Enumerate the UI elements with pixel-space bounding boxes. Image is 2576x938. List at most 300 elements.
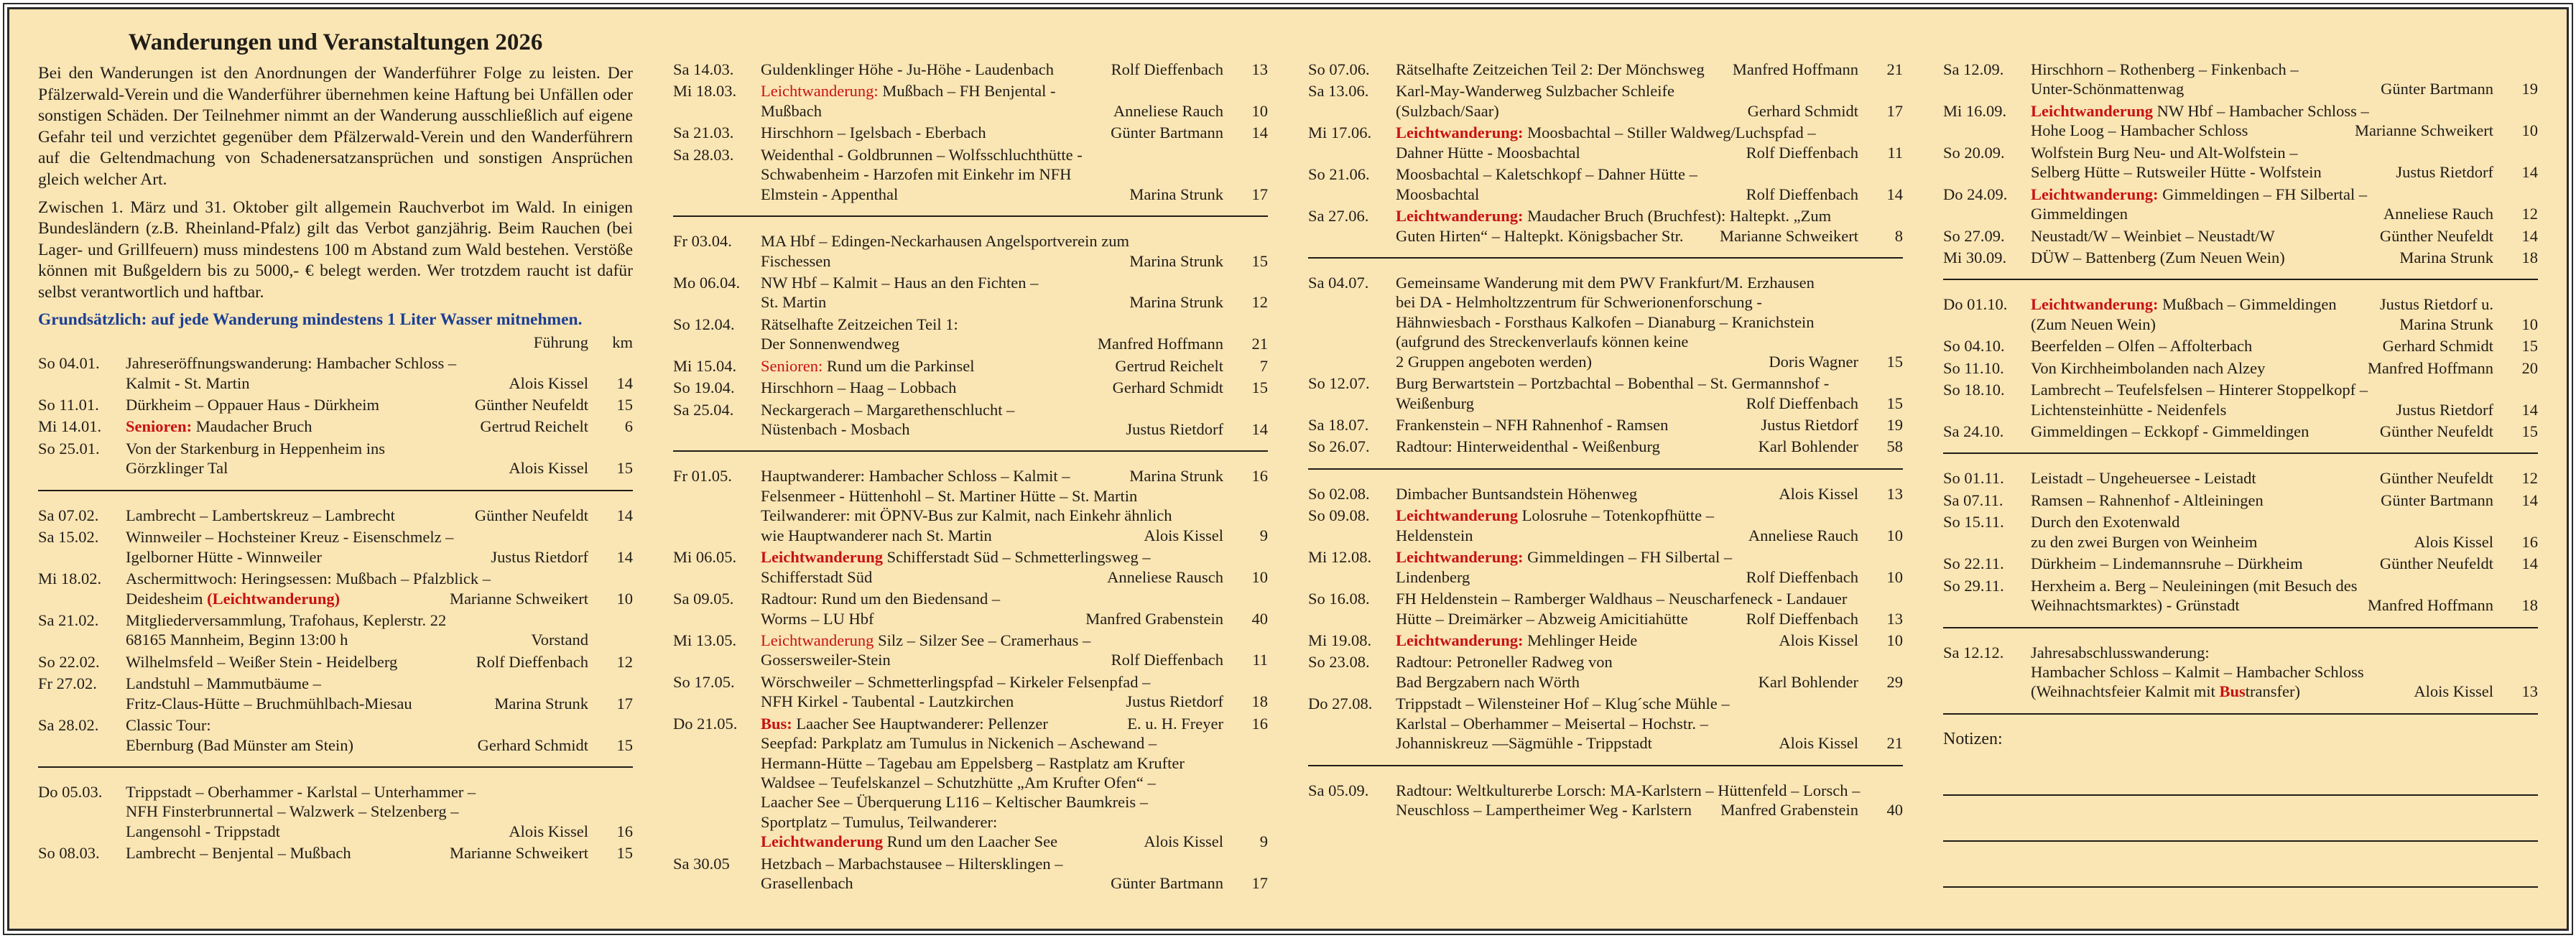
entry-line: [2031, 532, 2538, 552]
entry-date: Sa 15.02.: [38, 528, 99, 547]
entry-route-text: [761, 486, 1137, 506]
entry-date: Mi 15.04.: [673, 356, 737, 375]
entry-route-text: [1396, 332, 1688, 351]
entry-leader-name: Marina Strunk: [1129, 293, 1223, 312]
entry-route-text: [1396, 273, 1815, 292]
entry-line: [126, 506, 633, 525]
route-segment: Schifferstadt Süd – Schmetterlingsweg –: [883, 548, 1151, 567]
entry-line: [1396, 206, 1903, 226]
entry-date: Mi 16.09.: [1943, 101, 2007, 120]
schedule-entry: [1943, 60, 2538, 99]
entry-date: Mi 19.08.: [1308, 631, 1372, 649]
entry-route-text: [1396, 672, 1580, 692]
entry-line: [2031, 294, 2538, 314]
route-segment: (Weihnachtsfeier Kalmit mit: [2031, 682, 2220, 701]
entry-km: 15: [2521, 337, 2538, 356]
entry-route-text: [761, 81, 1056, 101]
entry-km: 8: [1894, 226, 1903, 245]
entry-line: [1396, 164, 1903, 184]
entry-date: Mi 18.02.: [38, 570, 102, 588]
entry-lines: [126, 782, 633, 841]
entry-route-text: [126, 395, 379, 414]
schedule-entry: [38, 395, 633, 414]
entry-route-text: [126, 802, 459, 821]
entry-line: [761, 315, 1268, 334]
entry-leader-name: Justus Rietdorf: [1761, 416, 1858, 434]
entry-leader-name: Manfred Hoffmann: [2367, 358, 2493, 377]
entry-km: 14: [1886, 185, 1903, 203]
entry-leader-name: Gerhard Schmidt: [1112, 379, 1223, 397]
entry-km: 11: [1887, 143, 1903, 162]
schedule-column-1: [38, 27, 633, 911]
entry-route-text: [126, 506, 395, 525]
section-divider: [38, 766, 633, 768]
entry-route-text: [1396, 609, 1688, 628]
highlight-keyword: Leichtwanderung:: [1396, 124, 1524, 142]
schedule-entry: [38, 715, 633, 755]
entry-lines: [761, 854, 1268, 893]
entry-lines: [2031, 643, 2538, 702]
section-divider: [673, 450, 1268, 452]
entry-route-text: [2031, 380, 2368, 399]
route-segment: Gimmeldingen – FH Silbertal –: [1523, 548, 1733, 567]
entry-line: [1396, 226, 1903, 246]
entry-route-text: [761, 609, 874, 628]
entry-leader-name: Vorstand: [531, 631, 588, 649]
entry-km: 10: [1886, 631, 1903, 649]
entry-line: [1396, 101, 1903, 121]
entry-line: [126, 610, 633, 630]
entry-km: 14: [616, 373, 633, 392]
entry-km: 12: [1251, 293, 1268, 312]
schedule-entry: [1308, 81, 1903, 121]
entry-leader-name: Anneliese Rauch: [1748, 526, 1858, 544]
entry-line: [761, 692, 1268, 711]
route-segment: Laacher See Hauptwanderer: Pellenzer: [792, 714, 1048, 733]
route-segment: 2 Gruppen angeboten werden): [1396, 352, 1593, 371]
route-segment: zu den zwei Burgen von Weinheim: [2031, 532, 2258, 551]
entry-line: [2031, 380, 2538, 399]
column-1-blocks: [38, 333, 633, 863]
entry-lines: [126, 610, 633, 650]
entry-date: So 22.02.: [38, 652, 100, 671]
entry-leader-name: Günther Neufeldt: [2379, 422, 2493, 440]
entry-date: So 15.11.: [1943, 513, 2004, 531]
entry-lines: [2031, 491, 2538, 510]
entry-lines: [2031, 294, 2538, 334]
entry-date: So 25.01.: [38, 439, 100, 458]
entry-route-text: [761, 506, 1172, 525]
page-title: Wanderungen und Veranstaltungen 2026: [128, 29, 543, 55]
schedule-entry: [673, 145, 1268, 204]
entry-route-text: [126, 674, 321, 693]
entry-leader-name: Gertrud Reichelt: [480, 417, 588, 436]
entry-date: So 11.01.: [38, 396, 99, 414]
schedule-entry: [1308, 437, 1903, 456]
entry-lines: [2031, 380, 2538, 419]
entry-leader-name: Justus Rietdorf: [491, 547, 588, 566]
entry-km: 15: [616, 735, 633, 754]
route-segment: Lambrecht – Benjental – Mußbach: [126, 844, 351, 863]
route-segment: bei DA - Helmholtzzentrum für Schwerionenforschung -: [1396, 293, 1762, 312]
route-segment: Mehlinger Heide: [1523, 631, 1638, 649]
table-column-header: [38, 333, 633, 352]
entry-line: [1396, 185, 1903, 204]
entry-route-text: [761, 231, 1129, 251]
schedule-entry: [1943, 554, 2538, 573]
entry-km: 18: [2521, 596, 2538, 615]
entry-route-text: [761, 567, 872, 587]
route-segment: Classic Tour:: [126, 716, 211, 735]
entry-route-text: [1396, 631, 1637, 650]
entry-leader-name: Karl Bohlender: [1758, 437, 1858, 456]
entry-km: 16: [616, 822, 633, 840]
entry-km: 15: [1251, 379, 1268, 397]
entry-route-text: [1396, 694, 1730, 713]
route-segment: Johanniskreuz —Sägmühle - Trippstadt: [1396, 734, 1652, 753]
route-segment: Burg Berwartstein – Portzbachtal – Bobenthal – St. Germannshof -: [1396, 374, 1830, 393]
entry-leader-name: Marianne Schweikert: [449, 844, 588, 863]
route-segment: Sportplatz – Tumulus, Teilwanderer:: [761, 812, 998, 831]
route-segment: transfer): [2245, 682, 2300, 701]
route-segment: Jahreseröffnungswanderung: Hambacher Schloss –: [126, 354, 457, 373]
route-segment: Leistadt – Ungeheuersee - Leistadt: [2031, 469, 2256, 488]
entry-km: 15: [616, 844, 633, 863]
entry-date: Mi 14.01.: [38, 417, 102, 436]
entry-line: [761, 60, 1268, 79]
entry-date: Mi 18.03.: [673, 82, 737, 101]
entry-line: [761, 145, 1268, 164]
entry-route-text: [126, 527, 453, 547]
entry-line: [1396, 123, 1903, 142]
route-segment: Lolosruhe – Totenkopfhütte –: [1518, 506, 1714, 525]
entry-date: Mi 06.05.: [673, 548, 737, 567]
entry-route-text: [126, 417, 312, 436]
schedule-entry: [673, 547, 1268, 587]
entry-leader-name: Günther Neufeldt: [2379, 226, 2493, 245]
notes-blank-line: [1943, 796, 2538, 842]
entry-line: [2031, 576, 2538, 595]
route-segment: Neustadt/W – Weinbiet – Neustadt/W: [2031, 226, 2275, 245]
entry-line: [1396, 652, 1903, 672]
schedule-entry: [1943, 358, 2538, 378]
entry-lines: [1396, 506, 1903, 545]
entry-route-text: [126, 353, 456, 373]
schedule-entry: [1943, 336, 2538, 356]
section-divider: [673, 215, 1268, 217]
entry-date: So 29.11.: [1943, 576, 2004, 595]
entry-leader-name: Rolf Dieffenbach: [1746, 609, 1858, 628]
entry-line: [2031, 101, 2538, 121]
entry-date: Sa 21.02.: [38, 610, 99, 629]
route-segment: Hohe Loog – Hambacher Schloss: [2031, 121, 2248, 140]
entry-route-text: [1396, 437, 1660, 456]
entry-route-text: [761, 123, 986, 142]
entry-route-text: [761, 631, 1090, 650]
entry-route-text: [761, 854, 1062, 873]
intro-paragraph-2: Zwischen 1. März und 31. Oktober gilt allgemein Rauchverbot im Wald. In einigen Bundesländern (z.B. Rheinland-Pfalz) gilt das Verbot ganzjährig. Beim Rauchen (bei Lager- und Grillfeuern) muss mindestens 100 m Abstand zum Wald bestehen. Verstöße können mit Bußgeldern bis zu 5000,- € belegt werden. Wer trotzdem raucht ist dafür selbst verantwortlich und haftbar.: [38, 198, 633, 302]
schedule-entry: [1308, 484, 1903, 503]
entry-km: 15: [2521, 422, 2538, 440]
route-segment: Wörschweiler – Schmetterlingspfad – Kirkeler Felsenpfad –: [761, 672, 1151, 691]
km-column-label: km: [612, 333, 633, 351]
entry-line: [761, 854, 1268, 873]
schedule-entry: [673, 466, 1268, 545]
entry-leader-name: Marina Strunk: [1129, 251, 1223, 270]
highlight-keyword: Leichtwanderung:: [1396, 548, 1524, 567]
schedule-entry: [38, 674, 633, 713]
entry-km: 10: [616, 589, 633, 608]
entry-leader-name: Justus Rietdorf: [1126, 420, 1223, 438]
route-segment: Moosbachtal: [1396, 185, 1480, 203]
route-segment: Nüstenbach - Mosbach: [761, 420, 910, 438]
route-segment: Hetzbach – Marbachstausee – Hiltersklingen –: [761, 854, 1063, 873]
entry-line: [2031, 358, 2538, 378]
entry-km: 13: [1886, 609, 1903, 628]
entry-leader-name: Alois Kissel: [509, 373, 588, 392]
entry-route-text: [126, 610, 446, 630]
entry-date: Sa 07.11.: [1943, 491, 2003, 509]
entry-km: 16: [2521, 532, 2538, 551]
entry-route-text: [2031, 336, 2252, 356]
entry-line: [126, 735, 633, 755]
schedule-entry: [1308, 206, 1903, 246]
route-segment: Hütte – Dreimärker – Abzweig Amicitiahütte: [1396, 609, 1688, 628]
entry-line: [2031, 400, 2538, 419]
entry-date: Do 05.03.: [38, 783, 103, 802]
entry-date: So 04.01.: [38, 354, 100, 373]
route-segment: Der Sonnenwendweg: [761, 335, 900, 353]
route-segment: Neckargerach – Margarethenschlucht –: [761, 400, 1015, 419]
entry-line: [2031, 248, 2538, 267]
route-segment: Elmstein - Appenthal: [761, 185, 899, 203]
entry-line: [126, 822, 633, 841]
entry-leader-name: Alois Kissel: [509, 822, 588, 840]
entry-line: [2031, 468, 2538, 488]
entry-leader-name: Rolf Dieffenbach: [1746, 185, 1858, 203]
entry-lines: [1396, 547, 1903, 587]
entry-line: [126, 715, 633, 735]
entry-route-text: [126, 439, 385, 458]
schedule-entry: [673, 123, 1268, 142]
schedule-entry: [1943, 380, 2538, 419]
entry-leader-name: Manfred Hoffmann: [1097, 335, 1223, 353]
entry-route-text: [761, 773, 1156, 792]
entry-line: [1396, 672, 1903, 692]
entry-leader-name: Manfred Hoffmann: [2367, 596, 2493, 615]
schedule-entry: [1943, 491, 2538, 510]
entry-date: Sa 12.09.: [1943, 60, 2004, 78]
entry-line: [1396, 373, 1903, 393]
route-segment: Weidenthal - Goldbrunnen – Wolfsschluchthütte -: [761, 145, 1083, 164]
entry-date: Sa 21.03.: [673, 124, 734, 142]
entry-line: [126, 547, 633, 567]
water-advisory: Grundsätzlich: auf jede Wanderung mindestens 1 Liter Wasser mitnehmen.: [38, 310, 583, 329]
schedule-entry: [1943, 185, 2538, 224]
entry-line: [126, 373, 633, 393]
entry-route-text: [761, 466, 1070, 486]
entry-lines: [1396, 484, 1903, 503]
entry-km: 15: [616, 459, 633, 478]
schedule-entry: [1308, 60, 1903, 79]
entry-line: [126, 569, 633, 588]
route-segment: Deidesheim: [126, 589, 208, 608]
entry-route-text: [761, 733, 1157, 753]
entry-lines: [126, 715, 633, 755]
entry-leader-name: Manfred Grabenstein: [1720, 801, 1858, 819]
entry-lines: [2031, 576, 2538, 616]
route-segment: Unter-Schönmattenwag: [2031, 80, 2184, 98]
entry-km: 9: [1259, 832, 1268, 851]
route-segment: Mußbach – Gimmeldingen: [2158, 295, 2337, 314]
entry-km: 17: [1251, 185, 1268, 203]
entry-lines: [1396, 81, 1903, 121]
entry-lines: [2031, 101, 2538, 141]
highlight-keyword: Leichtwanderung:: [1396, 207, 1524, 226]
entry-line: [126, 674, 633, 693]
entry-lines: [2031, 143, 2538, 182]
entry-route-text: [761, 547, 1151, 567]
entry-line: [2031, 143, 2538, 162]
route-segment: Gemeinsame Wanderung mit dem PWV Frankfurt/M. Erzhausen: [1396, 273, 1815, 292]
entry-lines: [761, 400, 1268, 440]
entry-leader-name: Marina Strunk: [1129, 467, 1223, 486]
entry-line: [126, 458, 633, 478]
schedule-entry: [1943, 248, 2538, 267]
notes-section: [1943, 729, 2538, 888]
entry-lines: [126, 395, 633, 414]
entry-line: [1396, 694, 1903, 713]
entry-leader-name: Rolf Dieffenbach: [476, 652, 588, 671]
entry-leader-name: Günter Bartmann: [2381, 80, 2493, 98]
entry-route-text: [761, 832, 1057, 851]
entry-leader-name: Günter Bartmann: [1111, 874, 1223, 893]
entry-lines: [126, 652, 633, 672]
entry-km: 10: [2521, 315, 2538, 333]
entry-route-text: [2031, 576, 2357, 595]
entry-date: So 23.08.: [1308, 653, 1370, 672]
entry-route-text: [1396, 781, 1860, 800]
entry-route-text: [2031, 595, 2240, 615]
entry-leader-name: Günther Neufeldt: [474, 396, 588, 414]
entry-leader-name: Justus Rietdorf: [2396, 400, 2493, 419]
route-segment: Jahresabschlusswanderung:: [2031, 643, 2210, 661]
notes-label: Notizen:: [1943, 729, 2003, 748]
route-segment: Karlstal – Oberhammer – Meisertal – Hochstr. –: [1396, 714, 1708, 733]
entry-lines: [2031, 226, 2538, 246]
route-segment: Gossersweiler-Stein: [761, 651, 891, 669]
route-segment: Fischessen: [761, 251, 831, 270]
entry-date: Sa 12.12.: [1943, 643, 2004, 661]
route-segment: NFH Finsterbrunnertal – Walzwerk – Stelzenberg –: [126, 802, 459, 821]
route-segment: Bad Bergzabern nach Wörth: [1396, 672, 1580, 691]
entry-lines: [1396, 631, 1903, 650]
entry-km: 14: [2521, 554, 2538, 573]
entry-line: [126, 782, 633, 802]
entry-line: [761, 101, 1268, 121]
entry-route-text: [2031, 682, 2300, 701]
highlight-keyword: Leichtwanderung:: [2031, 185, 2159, 203]
entry-line: [2031, 315, 2538, 334]
entry-lines: [1396, 589, 1903, 628]
route-segment: Lindenberg: [1396, 567, 1470, 586]
entry-date: Sa 18.07.: [1308, 416, 1369, 434]
entry-date: Fr 27.02.: [38, 674, 97, 693]
entry-route-text: [2031, 400, 2226, 419]
schedule-entry: [673, 231, 1268, 271]
schedule-entry: [673, 672, 1268, 712]
schedule-entry: [38, 506, 633, 525]
highlight-keyword: Leichtwanderung:: [1396, 631, 1524, 649]
schedule-entry: [673, 589, 1268, 628]
entry-km: 9: [1259, 526, 1268, 544]
route-segment: Beerfelden – Olfen – Affolterbach: [2031, 337, 2253, 356]
entry-date: Sa 14.03.: [673, 60, 734, 78]
route-segment: Selberg Hütte – Rutsweiler Hütte - Wolfstein: [2031, 163, 2322, 182]
entry-line: [1396, 609, 1903, 628]
schedule-entry: [673, 356, 1268, 376]
entry-line: [2031, 643, 2538, 662]
entry-line: [761, 873, 1268, 893]
route-segment: Hirschhorn – Igelsbach - Eberbach: [761, 124, 986, 142]
entry-route-text: [1396, 373, 1829, 393]
route-segment: Rund um die Parkinsel: [823, 356, 975, 375]
entry-km: 11: [1252, 651, 1268, 669]
schedule-column-3: [1308, 27, 1903, 911]
entry-line: [2031, 512, 2538, 531]
entry-line: [761, 792, 1268, 812]
route-segment: Mußbach – FH Benjental -: [878, 82, 1056, 101]
route-segment: NW Hbf – Kalmit – Haus an den Fichten –: [761, 273, 1039, 292]
schedule-entry: [1308, 123, 1903, 162]
schedule-entry: [1943, 576, 2538, 616]
route-segment: Weihnachtsmarktes) - Grünstadt: [2031, 596, 2240, 615]
entry-line: [761, 185, 1268, 204]
route-segment: (Zum Neuen Wein): [2031, 315, 2156, 333]
schedule-entry: [38, 610, 633, 650]
entry-date: So 27.09.: [1943, 226, 2005, 245]
entry-route-text: [1396, 506, 1714, 525]
schedule-entry: [673, 714, 1268, 852]
entry-route-text: [2031, 491, 2264, 510]
section-divider: [38, 490, 633, 491]
schedule-entry: [1308, 652, 1903, 692]
route-segment: Hambacher Schloss – Kalmit – Hambacher Schloss: [2031, 662, 2364, 681]
route-segment: MA Hbf – Edingen-Neckarhausen Angelsportverein zum: [761, 232, 1129, 251]
entry-date: Sa 27.06.: [1308, 207, 1369, 226]
entry-date: Sa 28.03.: [673, 145, 734, 164]
entry-line: [761, 547, 1268, 567]
route-segment: Karl-May-Wanderweg Sulzbacher Schleife: [1396, 82, 1675, 101]
entry-lines: [2031, 248, 2538, 267]
entry-line: [761, 773, 1268, 792]
route-segment: NW Hbf – Hambacher Schloss –: [2153, 101, 2369, 120]
entry-date: Mo 06.04.: [673, 273, 741, 292]
entry-km: 17: [616, 694, 633, 712]
entry-route-text: [1396, 101, 1499, 121]
route-segment: Schifferstadt Süd: [761, 567, 873, 586]
route-segment: Mußbach: [761, 101, 822, 120]
entry-lines: [126, 569, 633, 608]
route-segment: Lambrecht – Teufelsfelsen – Hinterer Stoppelkopf –: [2031, 381, 2368, 399]
entry-line: [126, 694, 633, 713]
column-4-blocks: [1943, 60, 2538, 888]
entry-km: 20: [2521, 358, 2538, 377]
entry-lines: [2031, 554, 2538, 573]
route-segment: Trippstadt – Oberhammer - Karlstal – Unterhammer –: [126, 783, 476, 802]
notes-blank-line: [1943, 750, 2538, 796]
entry-line: [1396, 547, 1903, 567]
